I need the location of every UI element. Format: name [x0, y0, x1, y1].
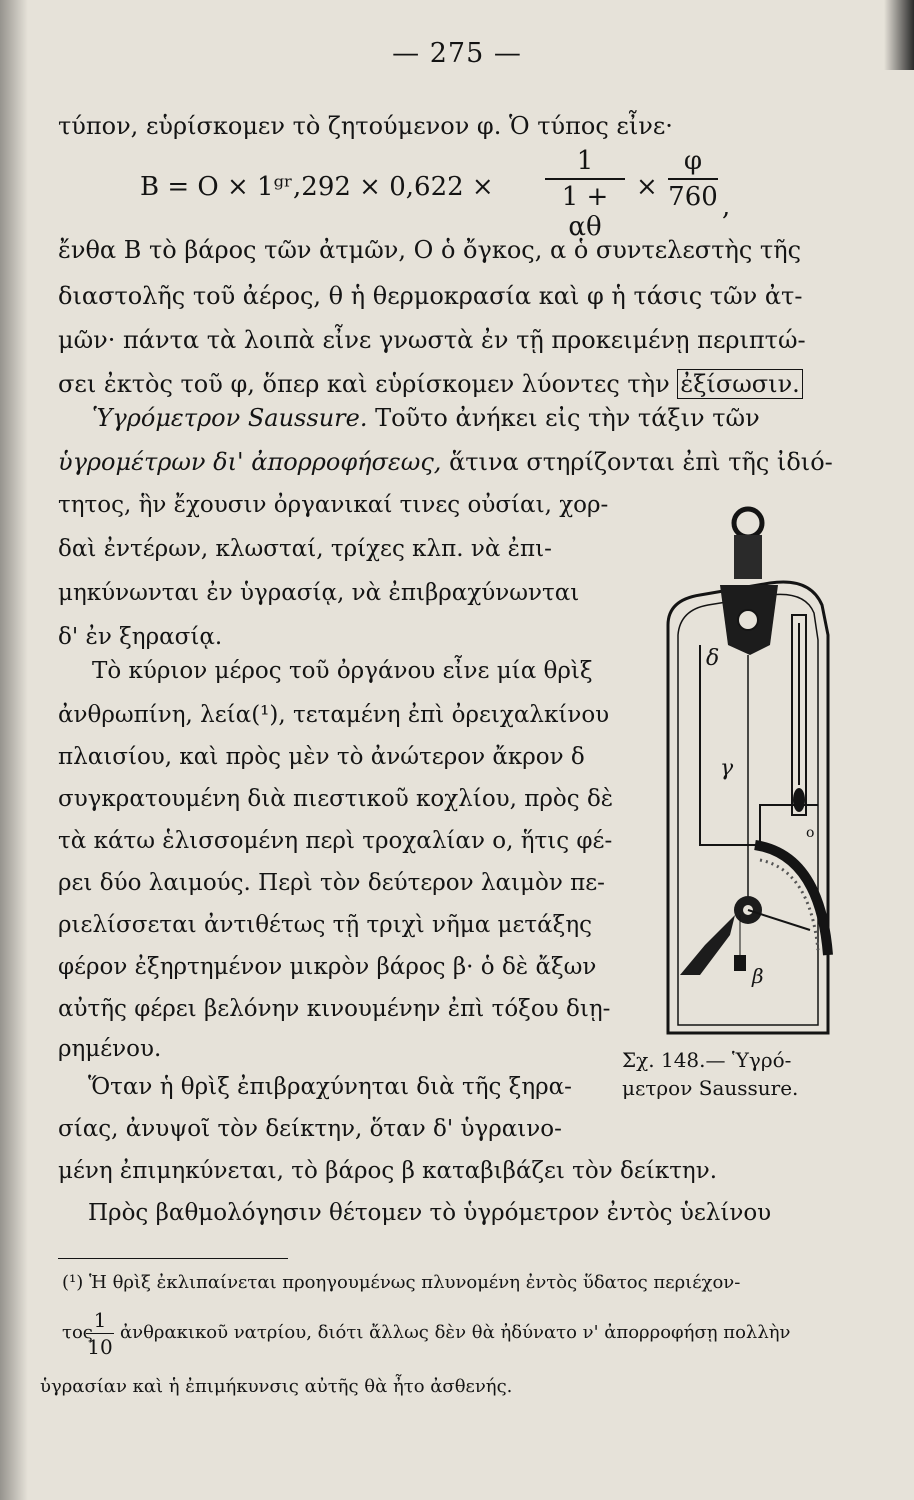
formula-comma: , — [722, 192, 731, 222]
text-line-24: σίας, ἀνυψοῖ τὸν δείκτην, ὅταν δ' ὑγραινο- — [58, 1116, 562, 1142]
footnote-line-3: ὑγρασίαν καὶ ἡ ἐπιμήκυνσις αὐτῆς θὰ ἦτο ἀσθενής. — [40, 1376, 513, 1397]
boxed-word: ἐξίσωσιν. — [677, 369, 802, 399]
formula-fraction-2 — [668, 146, 718, 212]
formula-left: B = O × 1ᵍʳ,292 × 0,622 × — [140, 172, 494, 202]
footnote-fraction-numerator: 1 — [93, 1308, 107, 1332]
text-line-9: τητος, ἣν ἔχουσιν ὀργανικαί τινες οὐσίαι, χορ- — [58, 492, 609, 518]
formula-times: × — [636, 172, 658, 202]
fraction-2-denominator: 760 — [668, 182, 718, 212]
figure-label-omicron: o — [806, 825, 815, 841]
hygrometer-figure — [660, 505, 838, 1040]
section-heading: Ὑγρόμετρον Saussure. — [92, 404, 368, 432]
text-line-12: δ' ἐν ξηρασίᾳ. — [58, 624, 223, 650]
text-line-6-main: σει ἐκτὸς τοῦ φ, ὅπερ καὶ εὑρίσκομεν λύοντες τὴν — [58, 370, 670, 398]
footnote-fraction — [86, 1308, 114, 1359]
fraction-1-numerator: 1 — [576, 146, 594, 176]
fraction-1-bar — [545, 178, 625, 180]
footnote-line-2: ἀνθρακικοῦ νατρίου, διότι ἄλλως δὲν θὰ ἠδύνατο ν' ἀπορροφήσῃ πολλὴν — [120, 1322, 791, 1343]
figure-label-delta: δ — [706, 646, 720, 671]
footnote-fraction-denominator: 10 — [87, 1335, 113, 1359]
text-line-8-italic: ὑγρομέτρων δι' ἀπορροφήσεως, — [58, 448, 442, 476]
text-line-5: μῶν· πάντα τὰ λοιπὰ εἶνε γνωστὰ ἐν τῇ προκειμένῃ περιπτώ- — [58, 326, 806, 354]
text-line-8-rest: ἅτινα στηρίζονται ἐπὶ τῆς ἰδιό- — [449, 448, 833, 476]
footnote-line-1: (¹) Ἡ θρὶξ ἐκλιπαίνεται προηγουμένως πλυνομένη ἐντὸς ὕδατος περιέχον- — [62, 1272, 741, 1293]
text-line-26: Πρὸς βαθμολόγησιν θέτομεν τὸ ὑγρόμετρον ἐντὸς ὑελίνου — [88, 1200, 772, 1226]
text-line-25: μένη ἐπιμηκύνεται, τὸ βάρος β καταβιβάζει τὸν δείκτην. — [58, 1158, 718, 1184]
text-line-20: φέρον ἐξηρτημένον μικρὸν βάρος β· ὁ δὲ ἄξων — [58, 954, 597, 980]
text-line-23: Ὅταν ἡ θρὶξ ἐπιβραχύνηται διὰ τῆς ξηρα- — [88, 1074, 572, 1100]
caption-line-1: Σχ. 148.— Ὑγρό- — [622, 1048, 792, 1072]
text-line-1: τύπον, εὑρίσκομεν τὸ ζητούμενον φ. Ὁ τύπος εἶνε· — [58, 112, 673, 140]
figure-label-beta: β — [752, 964, 764, 988]
caption-line-2: μετρον Saussure. — [622, 1076, 799, 1100]
text-line-14: ἀνθρωπίνη, λεία(¹), τεταμένη ἐπὶ ὀρειχαλκίνου — [58, 702, 610, 728]
text-line-18: ρει δύο λαιμούς. Περὶ τὸν δεύτερον λαιμὸν πε- — [58, 870, 605, 896]
text-line-6 — [58, 370, 803, 398]
text-line-16: συγκρατουμένη διὰ πιεστικοῦ κοχλίου, πρὸς δὲ — [58, 786, 614, 812]
text-line-3: ἔνθα B τὸ βάρος τῶν ἀτμῶν, O ὁ ὄγκος, α ὁ συντελεστὴς τῆς — [58, 236, 802, 264]
figure-label-gamma: γ — [720, 756, 734, 781]
text-line-11: μηκύνωνται ἐν ὑγρασίᾳ, νὰ ἐπιβραχύνωνται — [58, 580, 580, 606]
text-line-17: τὰ κάτω ἑλισσομένη περὶ τροχαλίαν ο, ἥτις φέ- — [58, 828, 613, 854]
footnote-fraction-bar — [86, 1333, 114, 1334]
text-line-22: ρημένου. — [58, 1036, 162, 1062]
text-line-19: ριελίσσεται ἀντιθέτως τῇ τριχὶ νῆμα μετάξης — [58, 912, 592, 938]
section-heading-line — [92, 404, 760, 432]
fraction-2-numerator: φ — [683, 146, 703, 176]
page-number: — 275 — — [392, 38, 522, 69]
text-line-4: διαστολῆς τοῦ ἀέρος, θ ἡ θερμοκρασία καὶ φ ἡ τάσις τῶν ἀτ- — [58, 282, 803, 310]
text-line-7-rest: Τοῦτο ἀνήκει εἰς τὴν τάξιν τῶν — [375, 404, 760, 432]
figure-caption — [622, 1046, 798, 1102]
fraction-1-denominator: 1 + αθ — [561, 182, 609, 242]
text-line-8 — [58, 448, 833, 476]
formula-fraction-1 — [545, 146, 625, 242]
text-line-10: δαὶ ἐντέρων, κλωσταί, τρίχες κλπ. νὰ ἐπι- — [58, 536, 552, 562]
hygrometer-illustration — [660, 505, 838, 1040]
footnote-line-2-prefix: τος — [62, 1322, 93, 1343]
text-line-15: πλαισίου, καὶ πρὸς μὲν τὸ ἀνώτερον ἄκρον δ — [58, 744, 585, 770]
text-line-13: Τὸ κύριον μέρος τοῦ ὀργάνου εἶνε μία θρὶξ — [92, 658, 593, 684]
text-line-21: αὐτῆς φέρει βελόνην κινουμένην ἐπὶ τόξου διῃ- — [58, 996, 611, 1022]
page-edge-shadow — [0, 0, 28, 1500]
fraction-2-bar — [668, 178, 718, 180]
footnote-rule — [58, 1258, 288, 1259]
